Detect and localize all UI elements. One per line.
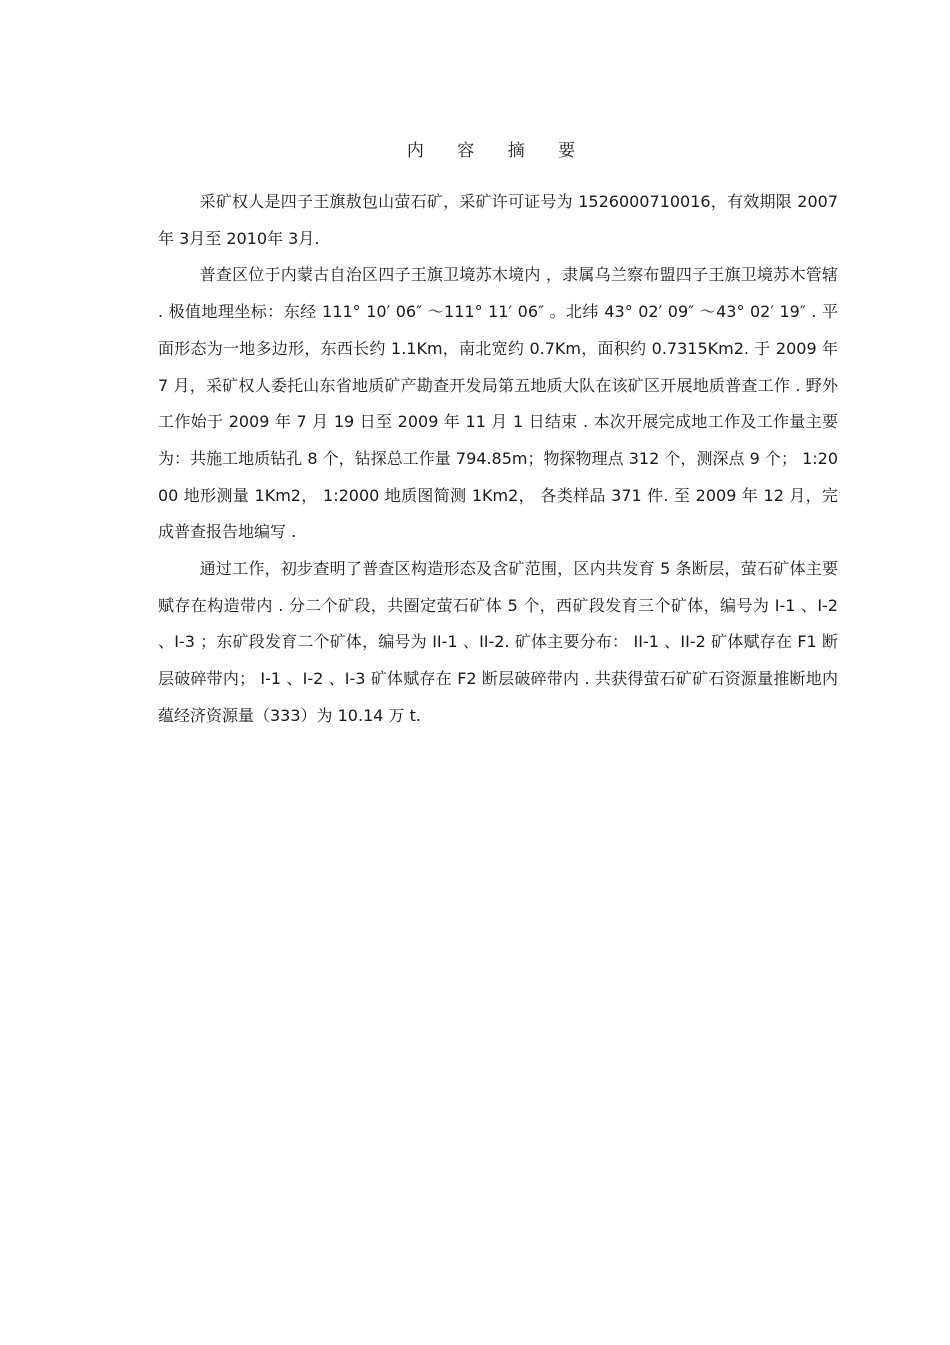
- paragraph-mining-right: 采矿权人是四子王旗敖包山萤石矿，采矿许可证号为 1526000710016，有效期限 2007年 3月至 2010年 3月.: [158, 192, 838, 248]
- paragraph-results: 通过工作，初步查明了普查区构造形态及含矿范围，区内共发育 5 条断层，萤石矿体主要赋存在构造带内 . 分二个矿段，共圈定萤石矿体 5 个，西矿段发育三个矿体，编号为 I-1 、I-2 、I-3 ；东矿段发育二个矿体，编号为 II-1 、II-2. 矿体主要分布： II-1 、II-2 矿体赋存在 F1 断层破碎带内； I-1 、I-2 、I-3 矿体赋存在 F2 断层破碎带内 . 共获得萤石矿矿石资源量推断地内蕴经济资源量（333）为 10.14 万 t.: [158, 559, 838, 725]
- paragraph-survey-area: 普查区位于内蒙古自治区四子王旗卫境苏木境内 ，隶属乌兰察布盟四子王旗卫境苏木管辖 . 极值地理坐标：东经 111° 10′ 06″ ～111° 11′ 06″ 。北纬 43° 02′ 09″ ～43° 02′ 19″ . 平面形态为一地多边形，东西长约 1.1Km，南北宽约 0.7Km，面积约 0.7315Km2. 于 2009 年 7 月，采矿权人委托山东省地质矿产勘查开发局第五地质大队在该矿区开展地质普查工作 . 野外工作始于 2009 年 7 月 19 日至 2009 年 11 月 1 日结束 . 本次开展完成地工作及工作量主要为：共施工地质钻孔 8 个，钻探总工作量 794.85m；物探物理点 312 个，测深点 9 个； 1:2000 地形测量 1Km2， 1:2000 地质图简测 1Km2， 各类样品 371 件. 至 2009 年 12 月，完成普查报告地编写 .: [158, 265, 838, 542]
- abstract-body: [158, 184, 838, 735]
- document-title: 内 容 摘 要: [406, 141, 590, 161]
